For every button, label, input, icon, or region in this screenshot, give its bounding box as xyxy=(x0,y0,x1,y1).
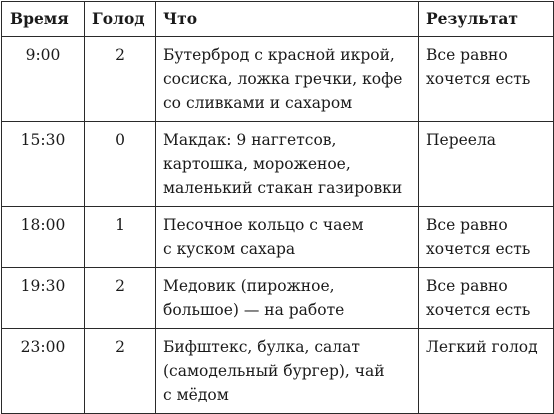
table-row xyxy=(2,207,554,268)
header-what: Что xyxy=(156,2,419,37)
what-cell xyxy=(156,207,419,268)
table-body xyxy=(2,37,554,414)
what-cell xyxy=(156,37,419,122)
result-line: Все равно xyxy=(426,216,508,234)
result-cell xyxy=(419,207,554,268)
table-row xyxy=(2,122,554,207)
table-row xyxy=(2,268,554,329)
what-line: Бифштекс, булка, салат xyxy=(163,338,360,356)
what-line: картошка, мороженое, xyxy=(163,155,351,173)
what-line: Бутерброд с красной икрой, xyxy=(163,46,395,64)
result-line: Все равно xyxy=(426,277,508,295)
hunger-cell: 2 xyxy=(85,37,156,122)
result-cell xyxy=(419,37,554,122)
result-line: хочется есть xyxy=(426,70,531,88)
time-cell: 9:00 xyxy=(2,37,85,122)
time-cell: 19:30 xyxy=(2,268,85,329)
result-line: хочется есть xyxy=(426,240,531,258)
table-row xyxy=(2,37,554,122)
time-cell: 23:00 xyxy=(2,329,85,414)
table-row xyxy=(2,329,554,414)
what-line: с куском сахара xyxy=(163,240,296,258)
table-header xyxy=(2,2,554,37)
what-cell xyxy=(156,268,419,329)
header-hunger: Голод xyxy=(85,2,156,37)
time-cell: 18:00 xyxy=(2,207,85,268)
what-line: Макдак: 9 наггетсов, xyxy=(163,131,337,149)
what-line: (самодельный бургер), чай xyxy=(163,362,385,380)
what-line: сосиска, ложка гречки, кофе xyxy=(163,70,403,88)
time-cell: 15:30 xyxy=(2,122,85,207)
result-cell xyxy=(419,329,554,414)
what-cell xyxy=(156,329,419,414)
header-result: Результат xyxy=(419,2,554,37)
result-cell xyxy=(419,122,554,207)
hunger-cell: 1 xyxy=(85,207,156,268)
result-line: Легкий голод xyxy=(426,338,538,356)
result-line: Переела xyxy=(426,131,497,149)
what-line: Песочное кольцо с чаем xyxy=(163,216,364,234)
hunger-cell: 2 xyxy=(85,268,156,329)
what-cell xyxy=(156,122,419,207)
hunger-cell: 0 xyxy=(85,122,156,207)
what-line: со сливками и сахаром xyxy=(163,94,353,112)
header-row xyxy=(2,2,554,37)
what-line: Медовик (пирожное, xyxy=(163,277,335,295)
header-time: Время xyxy=(2,2,85,37)
result-line: Все равно xyxy=(426,46,508,64)
food-log-table xyxy=(1,1,554,414)
hunger-cell: 2 xyxy=(85,329,156,414)
result-line: хочется есть xyxy=(426,301,531,319)
what-line: с мёдом xyxy=(163,386,229,404)
result-cell xyxy=(419,268,554,329)
what-line: маленький стакан газировки xyxy=(163,179,403,197)
what-line: большое) — на работе xyxy=(163,301,345,319)
